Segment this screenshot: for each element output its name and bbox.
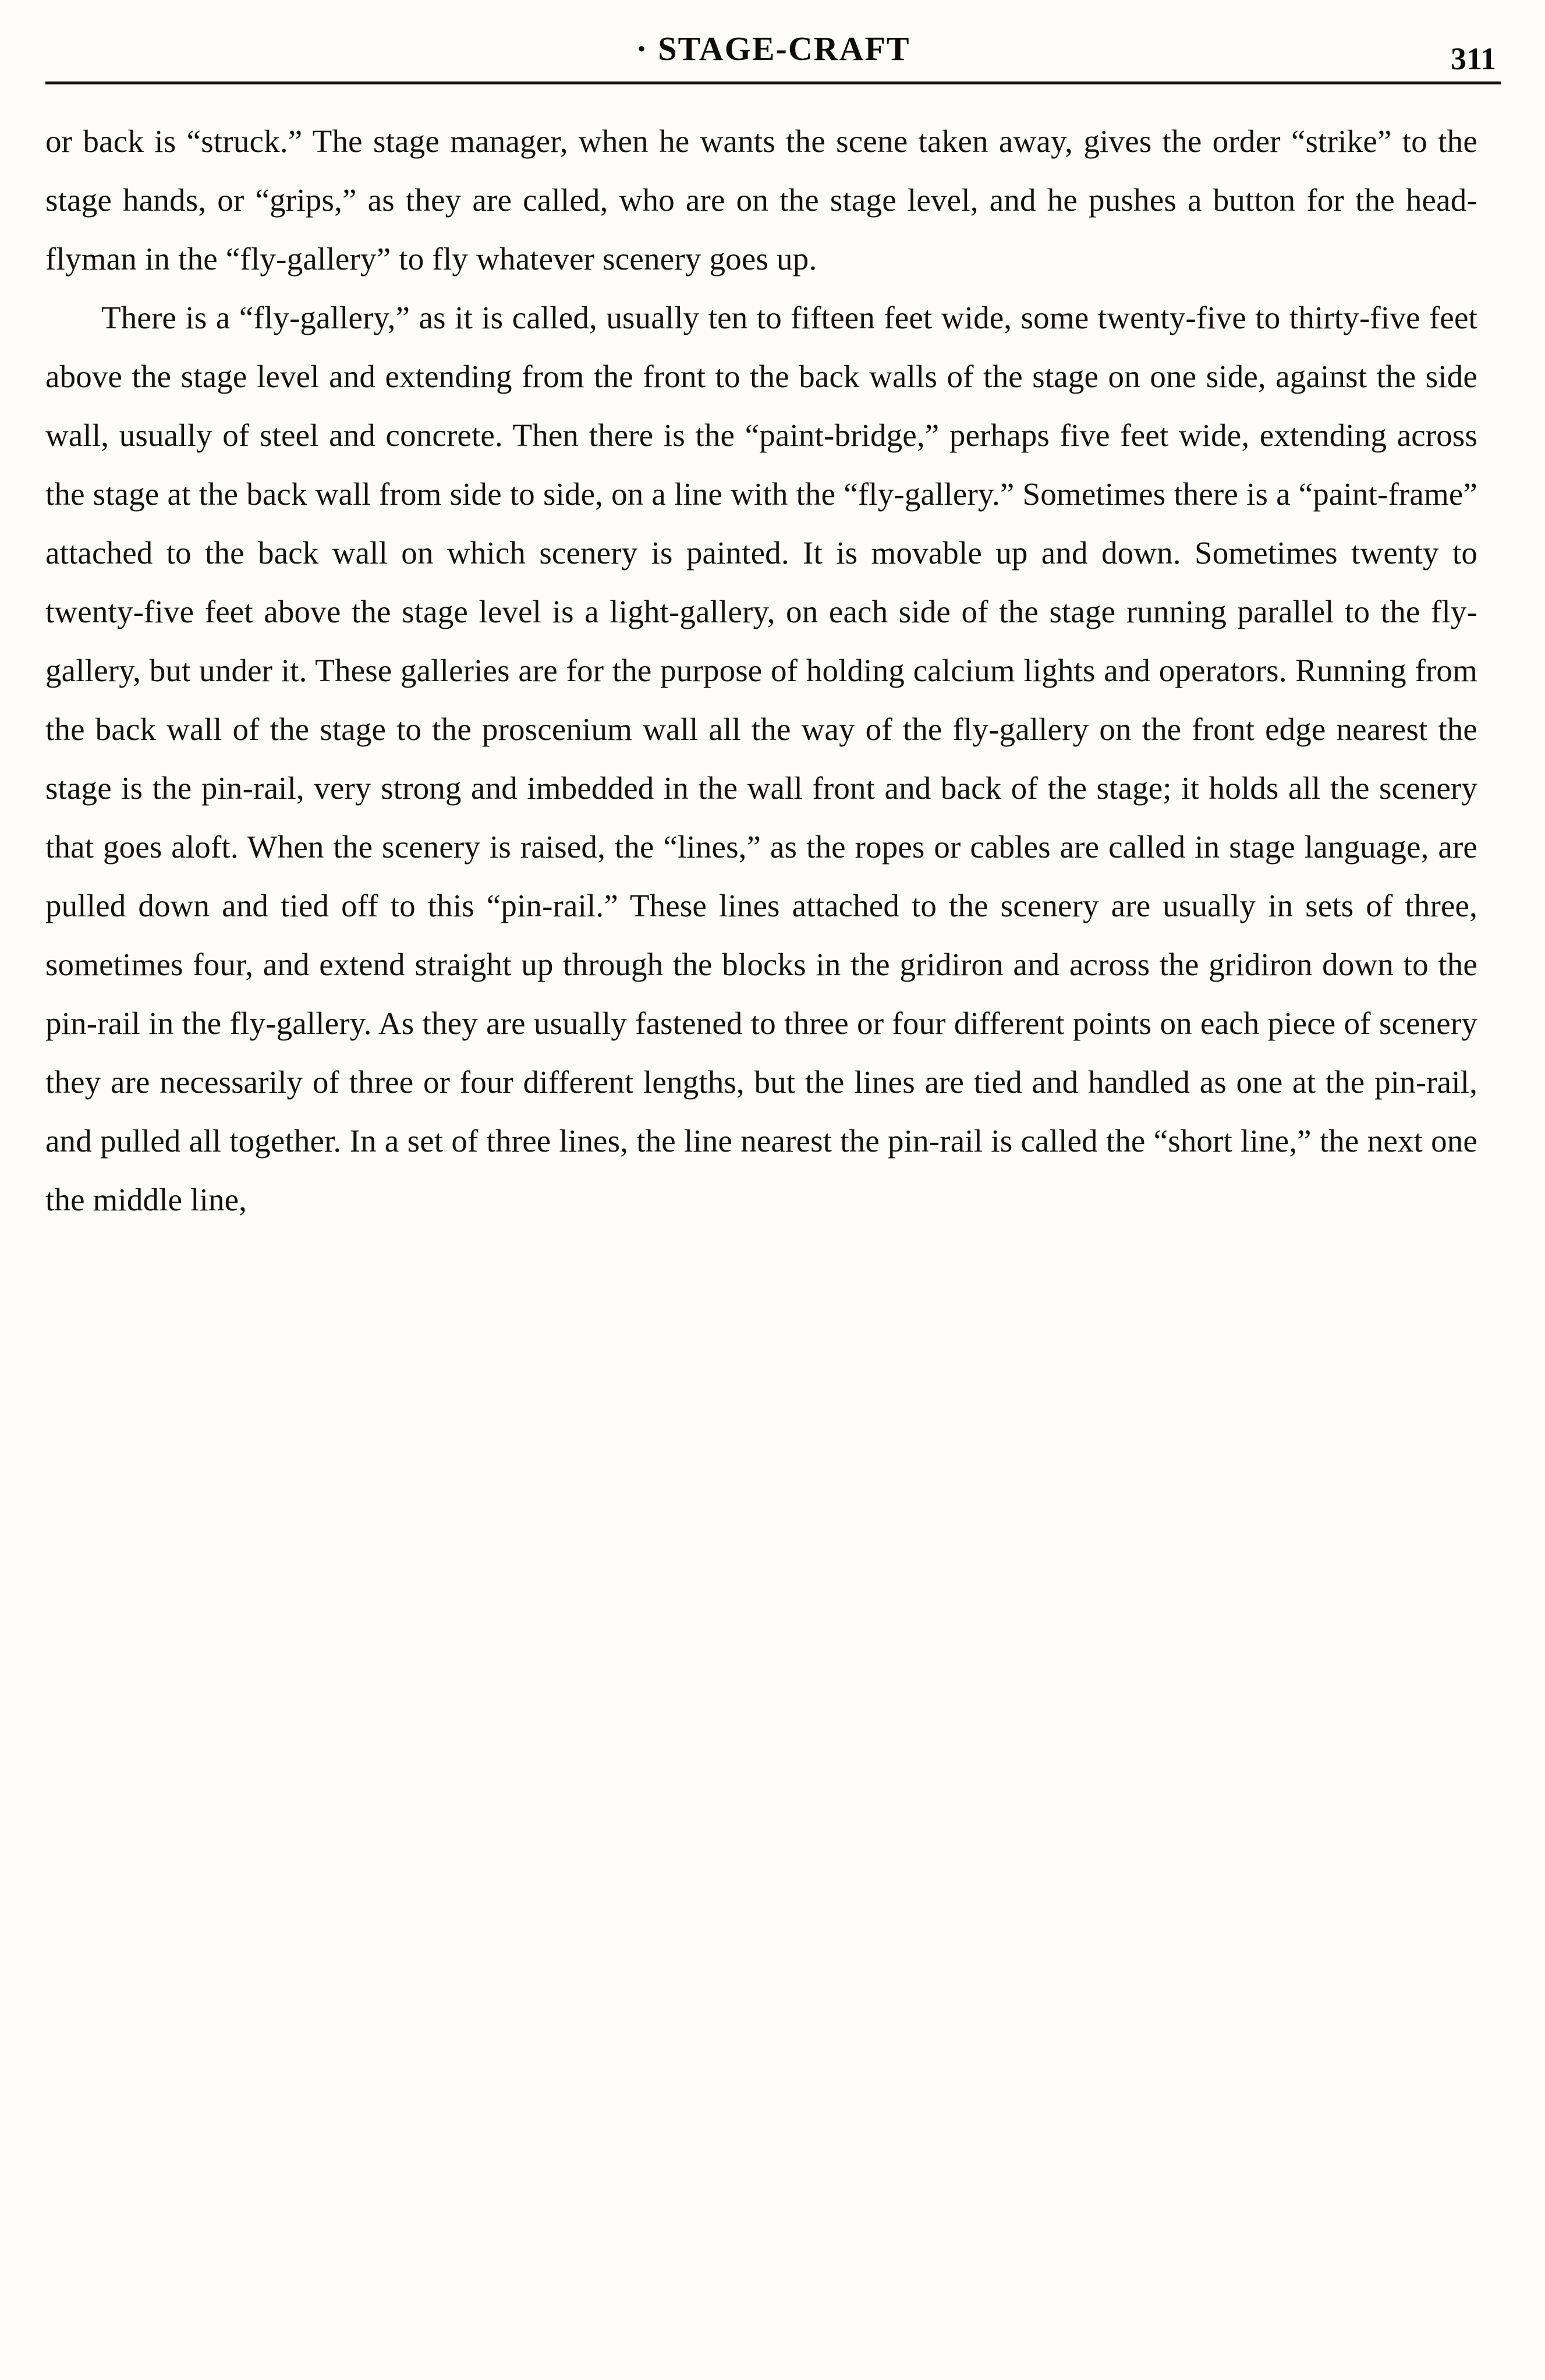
paragraph: There is a “fly-gallery,” as it is called, usually ten to fifteen feet wide, some twenty-five to thirty-five feet above the stage level and extending from the front to the back walls of the stage on one side, against the side wall, usually of steel and concrete. Then there is the “paint-bridge,” perhaps five feet wide, extending across the stage at the back wall from side to side, on a line with the “fly-gallery.” Sometimes there is a “paint-frame” attached to the back wall on which scenery is painted. It is movable up and down. Sometimes twenty to twenty-five feet above the stage level is a light-gallery, on each side of the stage running parallel to the fly-gallery, but under it. These galleries are for the purpose of holding calcium lights and operators. Running from the back wall of the stage to the proscenium wall all the way of the fly-gallery on the front edge nearest the stage is the pin-rail, very strong and imbedded in the wall front and back of the stage; it holds all the scenery that goes aloft. When the scenery is raised, the “lines,” as the ropes or cables are called in stage language, are pulled down and tied off to this “pin-rail.” These lines attached to the scenery are usually in sets of three, sometimes four, and extend straight up through the blocks in the gridiron and across the gridiron down to the pin-rail in the fly-gallery. As they are usually fastened to three or four different points on each piece of scenery they are necessarily of three or four different lengths, but the lines are tied and handled as one at the pin-rail, and pulled all together. In a set of three lines, the line nearest the pin-rail is called the “short line,” the next one the middle line,	[45, 300, 1477, 1217]
paragraph: or back is “struck.” The stage manager, when he wants the scene taken away, gives the order “strike” to the stage hands, or “grips,” as they are called, who are on the stage level, and he pushes a button for the head-flyman in the “fly-gallery” to fly whatever scenery goes up.	[45, 123, 1477, 277]
running-head: · STAGE-CRAFT	[636, 30, 910, 68]
page-content	[45, 23, 1501, 1229]
header-divider	[45, 82, 1501, 84]
page-number: 311	[1450, 41, 1496, 76]
body-text	[45, 112, 1477, 1229]
page-header	[45, 23, 1501, 88]
